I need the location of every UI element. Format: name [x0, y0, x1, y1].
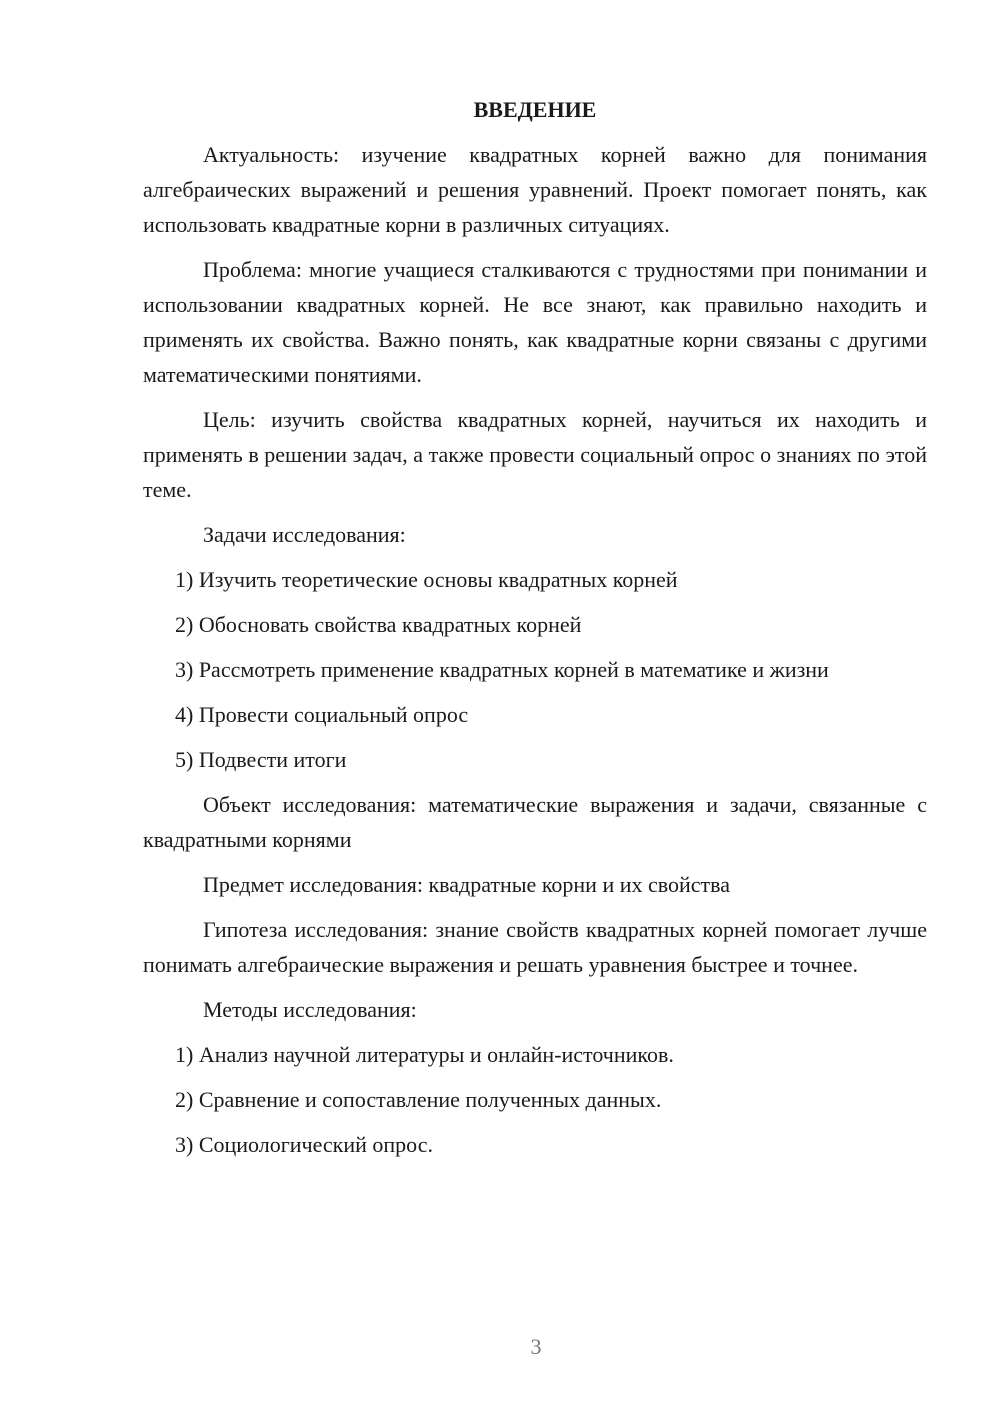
task-item-3: 3) Рассмотреть применение квадратных корней в математике и жизни [175, 657, 829, 682]
problem-paragraph: Проблема: многие учащиеся сталкиваются с трудностями при понимании и использовании квадратных корней. Не все знают, как правильно находить и применять их свойства. Важно понять, как квадратные корни связаны с другими математическими понятиями. [143, 257, 927, 387]
goal-paragraph: Цель: изучить свойства квадратных корней, научиться их находить и применять в решении задач, а также провести социальный опрос о знаниях по этой теме. [143, 407, 927, 502]
tasks-heading: Задачи исследования: [203, 522, 406, 547]
methods-heading: Методы исследования: [203, 997, 417, 1022]
method-item-2: 2) Сравнение и сопоставление полученных данных. [175, 1087, 662, 1112]
section-title: ВВЕДЕНИЕ [473, 97, 597, 122]
task-item-2: 2) Обосновать свойства квадратных корней [175, 612, 582, 637]
page-number: 3 [530, 1334, 542, 1359]
task-item-5: 5) Подвести итоги [175, 747, 347, 772]
methods-list [143, 1037, 927, 1162]
task-item-4: 4) Провести социальный опрос [175, 702, 469, 727]
method-item-1: 1) Анализ научной литературы и онлайн-источников. [175, 1042, 674, 1067]
subject-paragraph: Предмет исследования: квадратные корни и их свойства [203, 872, 731, 897]
relevance-paragraph: Актуальность: изучение квадратных корней важно для понимания алгебраических выражений и решения уравнений. Проект помогает понять, как использовать квадратные корни в различных ситуациях. [143, 142, 927, 237]
tasks-list [143, 562, 927, 777]
page-content [143, 92, 927, 1162]
hypothesis-paragraph: Гипотеза исследования: знание свойств квадратных корней помогает лучше понимать алгебраические выражения и решать уравнения быстрее и точнее. [143, 917, 927, 977]
task-item-1: 1) Изучить теоретические основы квадратных корней [175, 567, 678, 592]
object-paragraph: Объект исследования: математические выражения и задачи, связанные с квадратными корнями [143, 792, 927, 852]
method-item-3: 3) Социологический опрос. [175, 1132, 433, 1157]
